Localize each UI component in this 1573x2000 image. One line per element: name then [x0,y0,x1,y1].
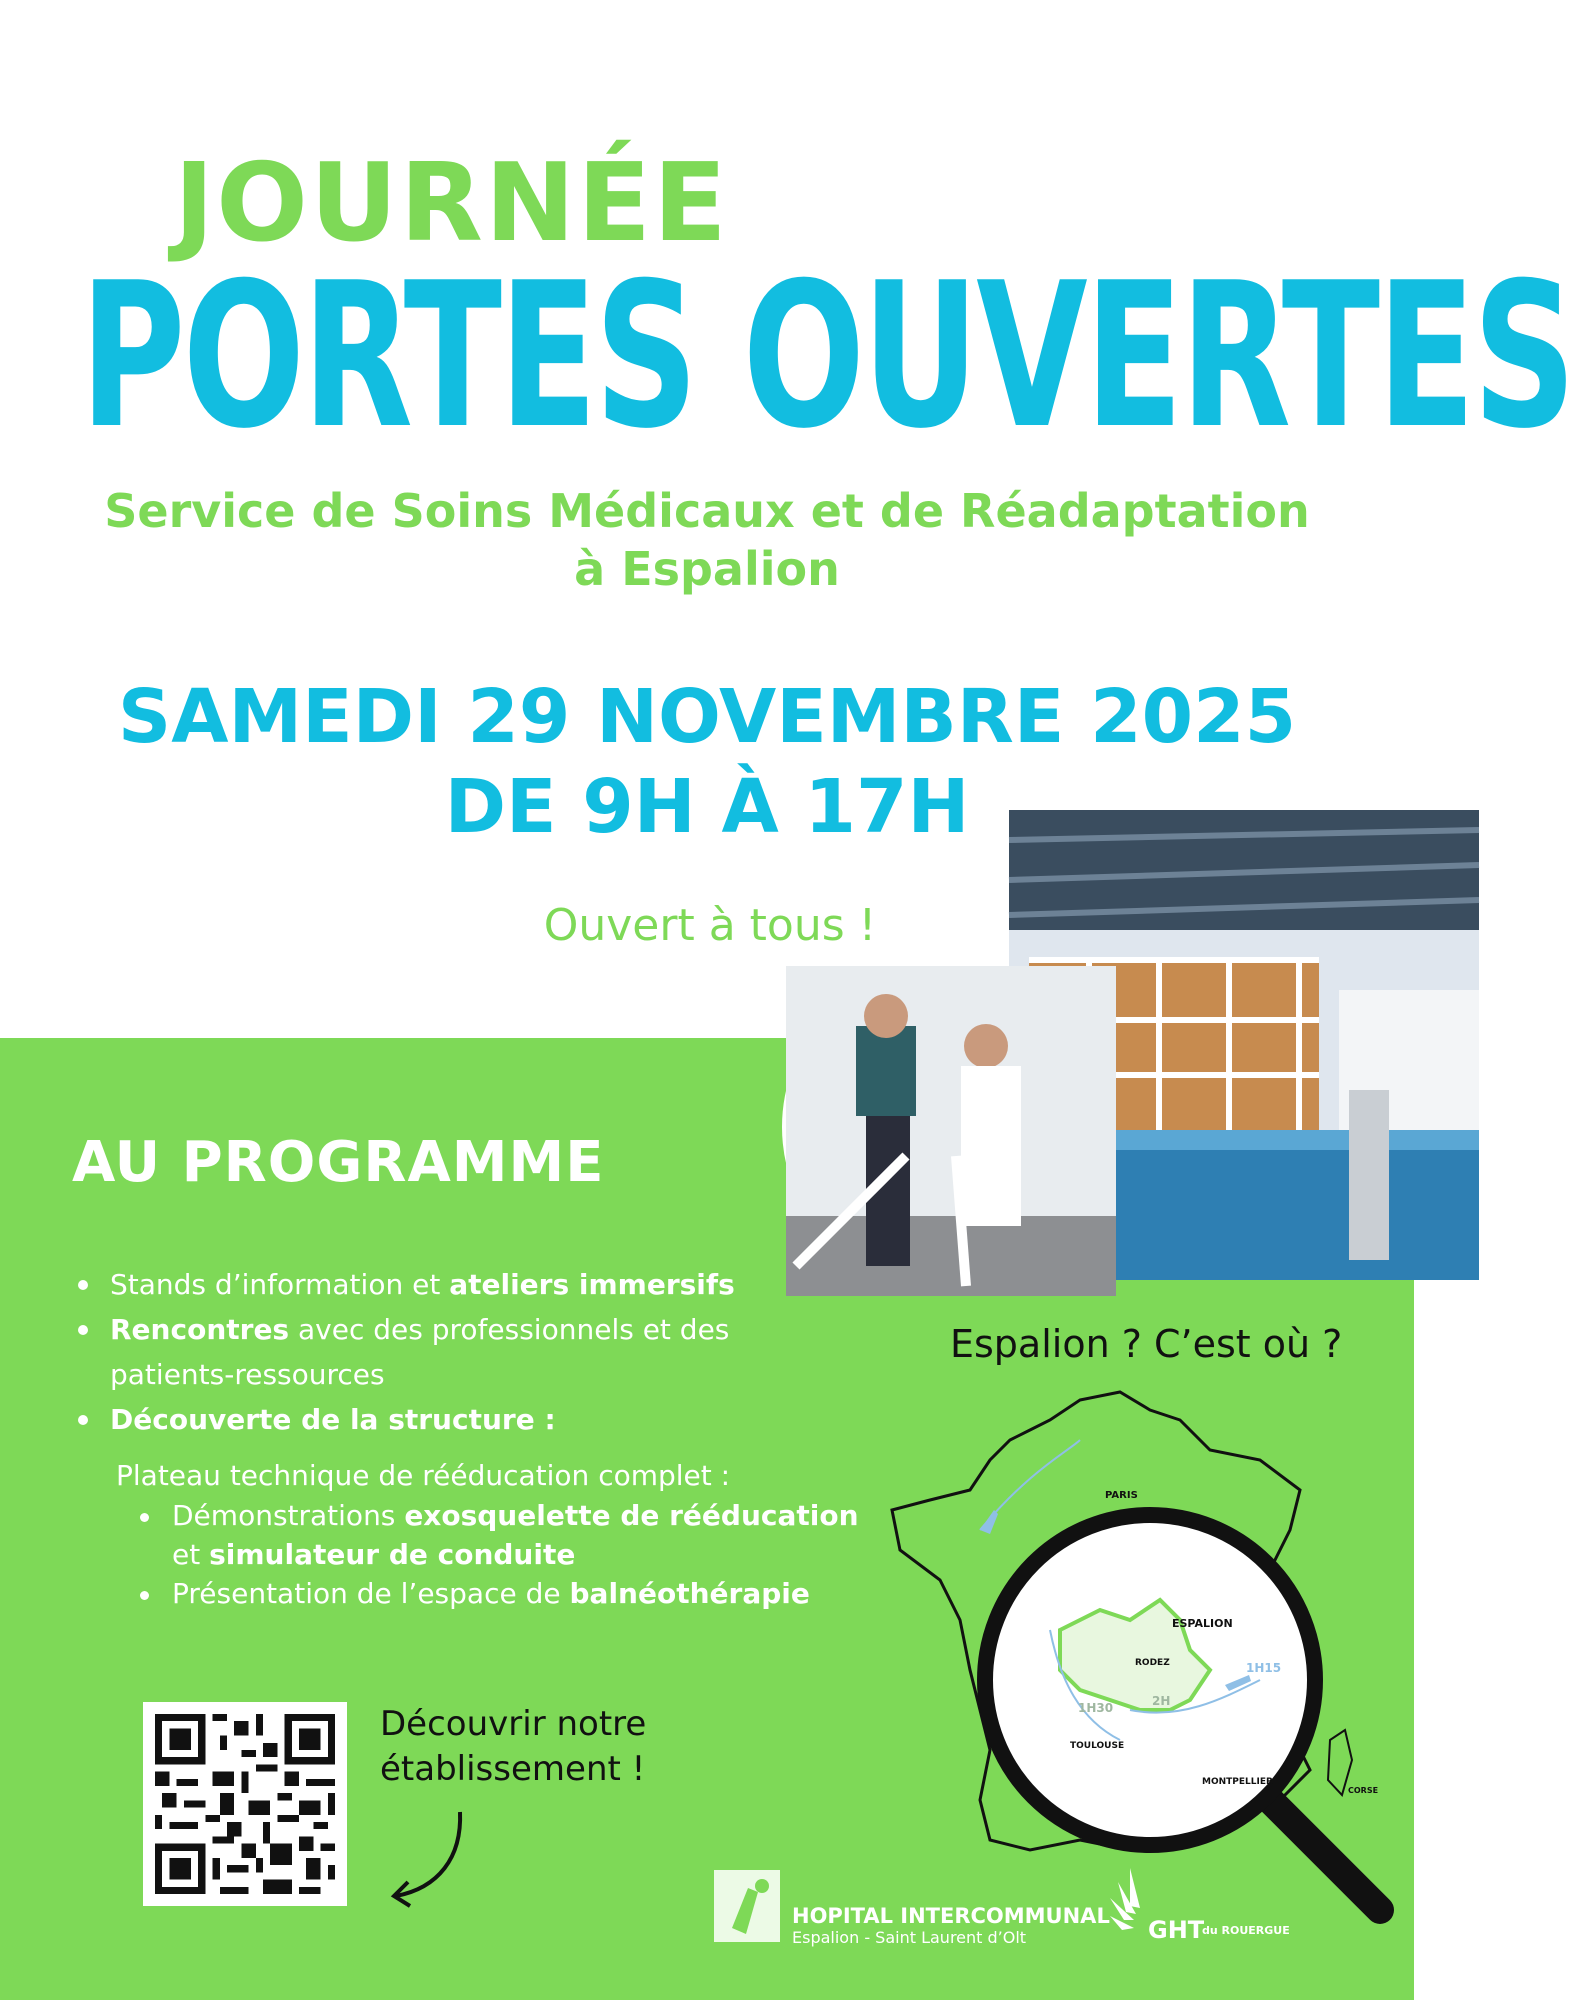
subtitle-line1: Service de Soins Médicaux et de Réadaptation [104,484,1310,538]
subtitle-line2: à Espalion [574,542,840,596]
programme-title: AU PROGRAMME [72,1130,605,1195]
programme-list [78,1262,838,1442]
list-item: Découverte de la structure : [78,1397,838,1442]
hopital-name: HOPITAL INTERCOMMUNAL [792,1904,1110,1928]
map-time-1h30: 1H30 [1078,1701,1114,1715]
plateau-text: Plateau technique de rééducation complet : [116,1459,731,1492]
discover-text: Découvrir notre établissement ! [380,1704,647,1789]
date-line2: DE 9H À 17H [444,764,970,850]
map-label-espalion: ESPALION [1172,1617,1233,1630]
hopital-subtitle: Espalion - Saint Laurent d’Olt [792,1928,1027,1947]
map-label-montpellier: MONTPELLIER [1202,1777,1273,1787]
map-label-paris: PARIS [1105,1490,1138,1501]
list-item: Démonstrations exosquelette de rééducation et simulateur de conduite [140,1496,860,1574]
title-journee: JOURNÉE [174,141,729,266]
list-item: Présentation de l’espace de balnéothérapie [140,1574,860,1613]
sub-list [140,1496,860,1613]
list-item: Rencontres avec des professionnels et des patients-ressources [78,1307,838,1397]
date-line1: SAMEDI 29 NOVEMBRE 2025 [117,674,1297,760]
map-label-rodez: RODEZ [1135,1658,1170,1668]
subtitle [40,482,1374,598]
title-portes-ouvertes: PORTES OUVERTES [80,240,1573,473]
curved-arrow-icon [388,1808,468,1908]
france-map [880,1380,1410,1920]
qr-code[interactable] [143,1702,347,1906]
rehab-photo [782,962,1112,1292]
map-time-1h15: 1H15 [1246,1661,1282,1675]
ght-subtitle: du ROUERGUE [1202,1924,1290,1937]
map-time-2h: 2H [1152,1694,1171,1708]
map-label-corse: CORSE [1348,1786,1379,1795]
ght-name: GHT [1148,1916,1205,1944]
open-to-all: Ouvert à tous ! [543,900,877,951]
list-item: Stands d’information et ateliers immersifs [78,1262,838,1307]
map-label-toulouse: TOULOUSE [1070,1741,1125,1751]
map-question: Espalion ? C’est où ? [950,1322,1343,1366]
